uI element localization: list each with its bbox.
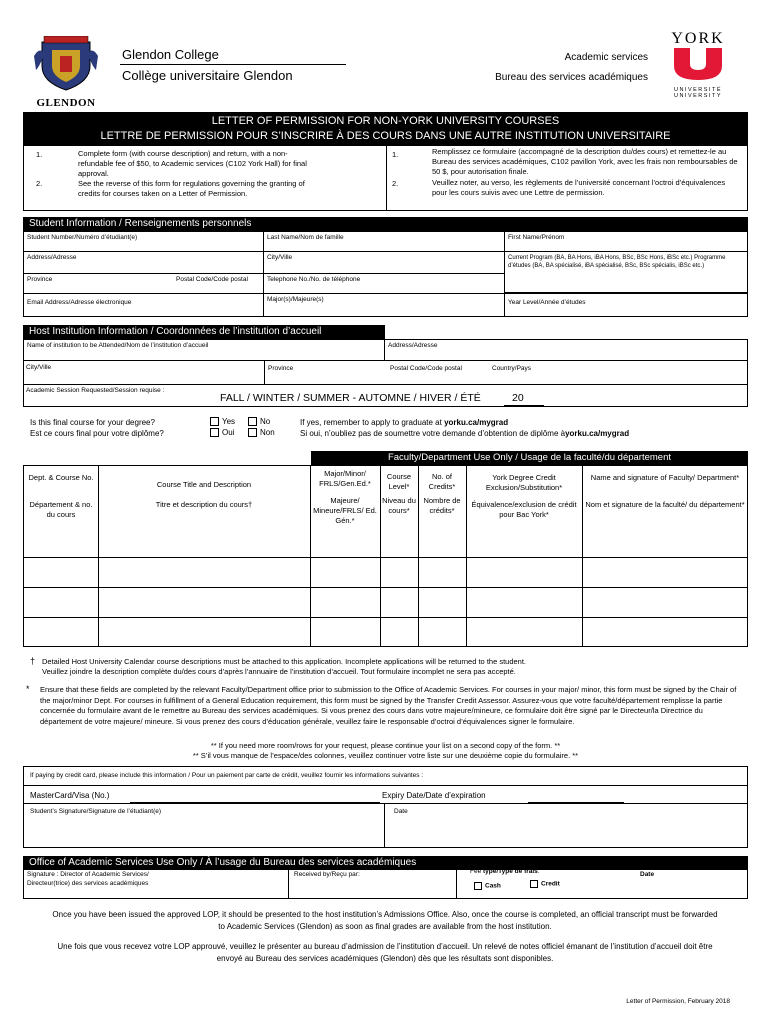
- star-note: [40, 685, 742, 727]
- glendon-logo: [30, 36, 102, 109]
- fee-type-prefix: Fee: [470, 868, 484, 875]
- col-major-fr: Majeure/ Mineure/FRLS/ Ed. Gén.*: [313, 496, 377, 525]
- form-version: Letter of Permission, February 2018: [626, 998, 730, 1005]
- expiry-date-field[interactable]: [528, 791, 624, 803]
- col-signature-fr: Nom et signature de la faculté/ du département*: [585, 500, 745, 509]
- session-year[interactable]: 20: [512, 392, 524, 404]
- telephone-field[interactable]: Telephone No./No. de téléphone: [263, 273, 505, 294]
- more-room-note-en: ** If you need more room/rows for your request, please continue your list on a second copy of the form. **: [210, 741, 561, 750]
- host-country-field[interactable]: Country/Pays: [492, 365, 532, 372]
- oui-checkbox-box[interactable]: [210, 428, 219, 437]
- oui-label: Oui: [222, 428, 235, 437]
- cash-label: Cash: [485, 882, 501, 890]
- expiry-date-label: Expiry Date/Date d’expiration: [382, 791, 486, 800]
- col-dept-en: Dept. & Course No.: [28, 473, 94, 482]
- first-name-field[interactable]: First Name/Prénom: [504, 231, 748, 252]
- city-field[interactable]: City/Ville: [263, 251, 505, 274]
- graduate-note-fr: [300, 429, 629, 438]
- col-title-fr: Titre et description du cours†: [155, 500, 253, 509]
- star-note-fr: Assurez-vous que votre faculté/département remplisse la partie concernée du formulaire avant de le remettre au Bureau des services académiques. Si vous prenez des cours dans votre majeure/mineure, ce formulaire doit être signé par le Directeur/la Directrice du département de votre majeure/ mineure. Si vous prenez des cours d’éducation générale, veuillez faire le responsable d’octroi d’équivalences signer le formulaire.: [40, 695, 723, 726]
- instruction-fr-1: Remplissez ce formulaire (accompagné de la description du/des cours) et remettez-le au Bureau des services académiques, C102 pavillon York, avec les frais non remboursables de 50 $, pour autorisation finale.: [432, 147, 738, 176]
- instruction-en-2-num: 2.: [36, 179, 43, 188]
- faculty-heading: Faculty/Department Use Only / Usage de la faculté/du département: [311, 451, 748, 465]
- year-level-field[interactable]: Year Level/Année d’études: [504, 293, 748, 317]
- student-info-heading: Student Information / Renseignements personnels: [23, 217, 748, 231]
- final-course-question-en: Is this final course for your degree?: [30, 418, 155, 427]
- office-date-label: Date: [640, 871, 655, 878]
- student-date-field[interactable]: Date: [394, 808, 408, 815]
- graduate-note-en: [300, 418, 508, 427]
- yes-label: Yes: [222, 417, 236, 426]
- cash-checkbox[interactable]: [474, 882, 482, 890]
- form-title-fr: LETTRE DE PERMISSION POUR S’INSCRIRE À DES COURS DANS UNE AUTRE INSTITUTION UNIVERSITAIRE: [100, 130, 671, 142]
- col-exclusion-en: York Degree Credit Exclusion/Substitution*: [485, 473, 563, 492]
- host-info-heading: Host Institution Information / Coordonnées de l’institution d’accueil: [23, 325, 385, 339]
- session-options[interactable]: FALL / WINTER / SUMMER - AUTOMNE / HIVER / ÉTÉ: [220, 392, 481, 404]
- york-sub1: UNIVERSITÉ: [673, 87, 722, 93]
- card-number-field[interactable]: [130, 791, 380, 803]
- dagger-note-en: Detailed Host University Calendar course descriptions must be attached to this application. Incomplete applications will be returned to the student.: [42, 657, 527, 666]
- mygrad-link-en[interactable]: yorku.ca/mygrad: [444, 418, 509, 427]
- col-level-fr: Niveau du cours*: [382, 496, 416, 515]
- director-signature-field[interactable]: Signature : Director of Academic Services/ Directeur(trice) des services académiques: [27, 871, 149, 887]
- instruction-fr-1-num: 1.: [392, 150, 399, 159]
- payment-note: If paying by credit card, please include this information / Pour un paiement par carte de crédit, veuillez fournir les informations suivantes :: [30, 772, 424, 779]
- glendon-crest-icon: [30, 36, 102, 92]
- non-checkbox-box[interactable]: [248, 428, 257, 437]
- york-logo-text: YORK: [671, 30, 725, 47]
- office-heading: Office of Academic Services Use Only / À l’usage du Bureau des services académiques: [23, 856, 748, 870]
- college-name-en: Glendon College: [122, 47, 219, 62]
- instruction-en-1: Complete form (with course description) and return, with a non-refundable fee of $50, to Academic services (C102 York Hall) for final approval.: [78, 149, 307, 178]
- table-row[interactable]: [24, 618, 747, 646]
- credit-checkbox[interactable]: [530, 880, 538, 888]
- no-checkbox[interactable]: [248, 417, 270, 426]
- form-title-en: LETTER OF PERMISSION FOR NON-YORK UNIVERSITY COURSES: [211, 115, 560, 127]
- glendon-logo-text: GLENDON: [36, 97, 96, 109]
- york-sub2: UNIVERSITY: [673, 93, 722, 99]
- instruction-fr-2-num: 2.: [392, 179, 399, 188]
- graduate-note-fr-text: Si oui, n’oubliez pas de soumettre votre demande d’obtention de diplôme à: [300, 429, 566, 438]
- dagger-note-fr: Veuillez joindre la description complète du/des cours d’après l’annuaire de l’institution d’accueil. Tout formulaire incomplet ne sera pas accepté.: [42, 667, 516, 676]
- instruction-en-2: See the reverse of this form for regulations governing the granting of credits for courses taken on a Letter of Permission.: [78, 179, 305, 198]
- col-title-en: Course Title and Description: [156, 480, 252, 489]
- student-signature-field[interactable]: Student’s Signature/Signature de l’étudiant(e): [30, 808, 162, 815]
- host-city-field[interactable]: City/Ville: [26, 364, 52, 371]
- card-number-label: MasterCard/Visa (No.): [30, 791, 110, 800]
- col-dept-fr: Département & no. du cours: [29, 500, 93, 519]
- non-checkbox[interactable]: [248, 428, 275, 437]
- star-note-en: Ensure that these fields are completed by the relevant Faculty/Department office prior to submission to the Office of Academic Services. For courses in your major/ minor, this form must be signed by the Chair of the major/minor Dept. For courses in fulfillment of a General Education requirement, this form must be signed by the Transfer Credit Assessor.: [40, 685, 737, 705]
- program-field[interactable]: Current Program (BA, BA Hons, iBA Hons, BSc, BSc Hons, iBSc etc.) Programme d’études (BA, BA spécialisé, iBA spécialisé, BSc, BSc spécialis, iBSc etc.): [504, 251, 748, 293]
- session-label: Academic Session Requested/Session requise :: [26, 387, 165, 394]
- credit-option[interactable]: [530, 880, 560, 888]
- col-exclusion-fr: Équivalence/exclusion de crédit pour Bac York*: [471, 500, 577, 519]
- host-name-field[interactable]: Name of institution to be Attended/Nom de l’institution d’accueil: [23, 339, 385, 361]
- table-row[interactable]: [24, 588, 747, 616]
- york-u-icon: [662, 48, 734, 80]
- office-date-field[interactable]: [640, 871, 654, 878]
- final-course-question-fr: Est ce cours final pour votre diplôme?: [30, 429, 164, 438]
- cash-option[interactable]: [474, 882, 501, 890]
- graduate-note-en-text: If yes, remember to apply to graduate at: [300, 418, 445, 427]
- last-name-field[interactable]: Last Name/Nom de famille: [263, 231, 505, 252]
- col-signature-en: Name and signature of Faculty/ Department*: [590, 473, 740, 482]
- yes-checkbox-box[interactable]: [210, 417, 219, 426]
- major-field[interactable]: Major(s)/Majeure(s): [263, 293, 505, 317]
- college-name-fr: Collège universitaire Glendon: [122, 68, 293, 83]
- col-credits-fr: Nombre de crédits*: [423, 496, 461, 515]
- student-number-field[interactable]: Student Number/Numéro d’étudiant(e): [23, 231, 264, 252]
- instruction-fr-2: Veuillez noter, au verso, les règlements de l’université concernant l’octroi d’équivalences pour les cours suivis avec une Lettre de permission.: [432, 178, 726, 197]
- received-by-field[interactable]: Received by/Reçu par:: [294, 871, 360, 878]
- fee-type-label: [470, 868, 540, 875]
- non-label: Non: [260, 428, 275, 437]
- fee-type-suffix: :: [537, 868, 540, 875]
- footer-note-en: Once you have been issued the approved LOP, it should be presented to the host institution’s Admissions Office. Also, once the course is completed, an official transcript must be forwarded to Academic Services (Glendon) as soon as final grades are available from the host institution.: [52, 910, 718, 931]
- no-label: No: [260, 417, 271, 426]
- host-postal-field[interactable]: Postal Code/Code postal: [390, 365, 462, 372]
- address-field[interactable]: Address/Adresse: [23, 251, 264, 274]
- dagger-symbol: †: [30, 656, 36, 666]
- col-credits-en: No. of Credits*: [428, 472, 456, 491]
- table-row[interactable]: [24, 558, 747, 586]
- more-room-note-fr: ** S’il vous manque de l’espace/des colonnes, veuillez continuer votre liste sur une deuxième copie du formulaire. **: [192, 751, 579, 760]
- footer-note-fr: Une fois que vous recevez votre LOP approuvé, veuillez le présenter au bureau d’admission de l’institution d’accueil. Un relevé de notes officiel émanant de l’institution d’accueil doit être envoyé au Bureau des services académiques (Glendon) dès que les résultats sont disponibles.: [57, 942, 713, 963]
- yes-checkbox[interactable]: [210, 417, 235, 426]
- credit-label: Credit: [541, 880, 560, 888]
- york-logo: [662, 30, 734, 104]
- fee-type-bold: type/Type de frais: [483, 868, 538, 875]
- province-label: Province: [27, 276, 53, 283]
- mygrad-link-fr[interactable]: yorku.ca/mygrad: [565, 429, 630, 438]
- service-fr: Bureau des services académiques: [495, 72, 648, 83]
- col-level-en: Course Level*: [386, 472, 412, 491]
- form-title-bar: [23, 112, 748, 145]
- oui-checkbox[interactable]: [210, 428, 234, 437]
- service-en: Academic services: [564, 52, 648, 63]
- no-checkbox-box[interactable]: [248, 417, 257, 426]
- province-field[interactable]: [23, 273, 264, 294]
- email-field[interactable]: Email Address/Adresse électronique: [23, 293, 264, 317]
- col-major-en: Major/Minor/ FRLS/Gen.Ed.*: [319, 469, 371, 488]
- host-province-field[interactable]: Province: [268, 365, 294, 372]
- instruction-en-1-num: 1.: [36, 150, 43, 159]
- postal-code-label: Postal Code/Code postal: [176, 276, 248, 283]
- star-symbol: *: [26, 684, 30, 694]
- host-address-field[interactable]: Address/Adresse: [384, 339, 748, 361]
